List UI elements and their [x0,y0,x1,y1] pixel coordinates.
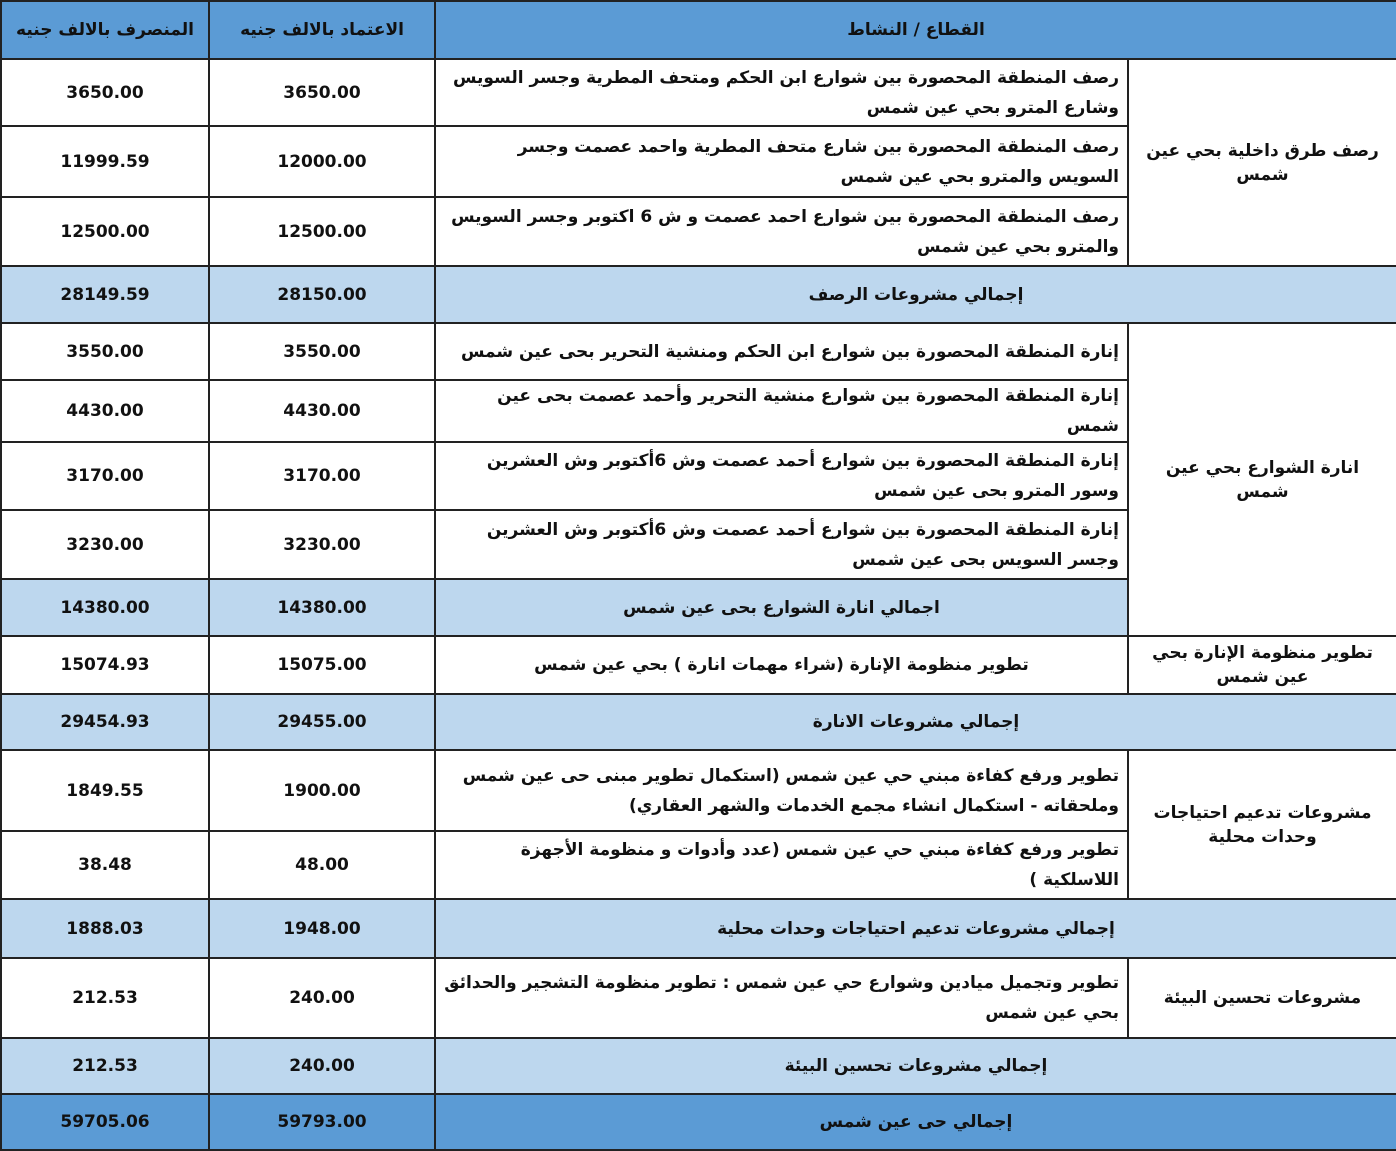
table-row [1,750,1396,831]
allocation-cell: 3170.00 [209,442,435,510]
activity-cell: إنارة المنطقة المحصورة بين شوارع منشية التحرير وأحمد عصمت بحى عين شمس [435,380,1128,442]
spent-cell: 4430.00 [1,380,209,442]
spent-cell: 1849.55 [1,750,209,831]
activity-cell: إنارة المنطقة المحصورة بين شوارع ابن الحكم ومنشية التحرير بحى عين شمس [435,323,1128,380]
subtotal-allocation: 240.00 [209,1038,435,1094]
header-sector: القطاع / النشاط [435,1,1396,59]
allocation-cell: 1900.00 [209,750,435,831]
table-row [1,59,1396,126]
spent-cell: 212.53 [1,958,209,1038]
sector-cell-paving: رصف طرق داخلية بحي عين شمس [1128,59,1396,266]
subtotal-allocation: 28150.00 [209,266,435,323]
grand-total-allocation: 59793.00 [209,1094,435,1150]
grand-total-spent: 59705.06 [1,1094,209,1150]
subtotal-allocation: 29455.00 [209,694,435,750]
allocation-cell: 12000.00 [209,126,435,197]
spent-cell: 11999.59 [1,126,209,197]
subtotal-row-local-units [1,899,1396,958]
activity-cell: تطوير منظومة الإنارة (شراء مهمات انارة ) بحي عين شمس [435,636,1128,694]
subtotal-label: إجمالي مشروعات الرصف [435,266,1396,323]
activity-cell: رصف المنطقة المحصورة بين شارع متحف المطرية واحمد عصمت وجسر السويس والمترو بحي عين شمس [435,126,1128,197]
subtotal-row-paving [1,266,1396,323]
spent-cell: 3550.00 [1,323,209,380]
subtotal-row-environment [1,1038,1396,1094]
allocation-cell: 4430.00 [209,380,435,442]
table-row [1,323,1396,380]
table-row [1,636,1396,694]
allocation-cell: 48.00 [209,831,435,899]
spent-cell: 38.48 [1,831,209,899]
activity-cell: رصف المنطقة المحصورة بين شوارع احمد عصمت و ش 6 اكتوبر وجسر السويس والمترو بحي عين شمس [435,197,1128,266]
spent-cell: 3650.00 [1,59,209,126]
spent-cell: 3230.00 [1,510,209,579]
subtotal-label: إجمالي مشروعات تدعيم احتياجات وحدات محلية [435,899,1396,958]
spent-cell: 12500.00 [1,197,209,266]
subtotal-allocation: 14380.00 [209,579,435,636]
header-spent: المنصرف بالالف جنيه [1,1,209,59]
allocation-cell: 12500.00 [209,197,435,266]
spent-cell: 3170.00 [1,442,209,510]
allocation-cell: 3550.00 [209,323,435,380]
spent-cell: 15074.93 [1,636,209,694]
allocation-cell: 3650.00 [209,59,435,126]
grand-total-row [1,1094,1396,1150]
subtotal-label: إجمالي مشروعات تحسين البيئة [435,1038,1396,1094]
subtotal-spent: 212.53 [1,1038,209,1094]
activity-cell: تطوير ورفع كفاءة مبني حي عين شمس (استكمال تطوير مبنى حى عين شمس وملحقاته - استكمال انشاء مجمع الخدمات والشهر العقاري) [435,750,1128,831]
sector-cell-local-units: مشروعات تدعيم احتياجات وحدات محلية [1128,750,1396,899]
subtotal-label: اجمالي انارة الشوارع بحى عين شمس [435,579,1128,636]
activity-cell: تطوير ورفع كفاءة مبني حي عين شمس (عدد وأدوات و منظومة الأجهزة اللاسلكية ) [435,831,1128,899]
header-row [1,1,1396,59]
subtotal-label: إجمالي مشروعات الانارة [435,694,1396,750]
header-allocation: الاعتماد بالالف جنيه [209,1,435,59]
activity-cell: رصف المنطقة المحصورة بين شوارع ابن الحكم ومتحف المطرية وجسر السويس وشارع المترو بحي عين شمس [435,59,1128,126]
subtotal-allocation: 1948.00 [209,899,435,958]
allocation-cell: 240.00 [209,958,435,1038]
sector-cell-lighting-development: تطوير منظومة الإنارة بحي عين شمس [1128,636,1396,694]
subtotal-spent: 1888.03 [1,899,209,958]
subtotal-spent: 28149.59 [1,266,209,323]
allocation-cell: 15075.00 [209,636,435,694]
table-row [1,958,1396,1038]
allocation-cell: 3230.00 [209,510,435,579]
subtotal-row-lighting-projects [1,694,1396,750]
activity-cell: تطوير وتجميل ميادين وشوارع حي عين شمس : تطوير منظومة التشجير والحدائق بحي عين شمس [435,958,1128,1038]
sector-cell-street-lighting: انارة الشوارع بحي عين شمس [1128,323,1396,636]
sector-cell-environment: مشروعات تحسين البيئة [1128,958,1396,1038]
activity-cell: إنارة المنطقة المحصورة بين شوارع أحمد عصمت وش 6أكتوبر وش العشرين وجسر السويس بحى عين شمس [435,510,1128,579]
subtotal-spent: 29454.93 [1,694,209,750]
grand-total-label: إجمالي حى عين شمس [435,1094,1396,1150]
activity-cell: إنارة المنطقة المحصورة بين شوارع أحمد عصمت وش 6أكتوبر وش العشرين وسور المترو بحى عين شمس [435,442,1128,510]
subtotal-spent: 14380.00 [1,579,209,636]
